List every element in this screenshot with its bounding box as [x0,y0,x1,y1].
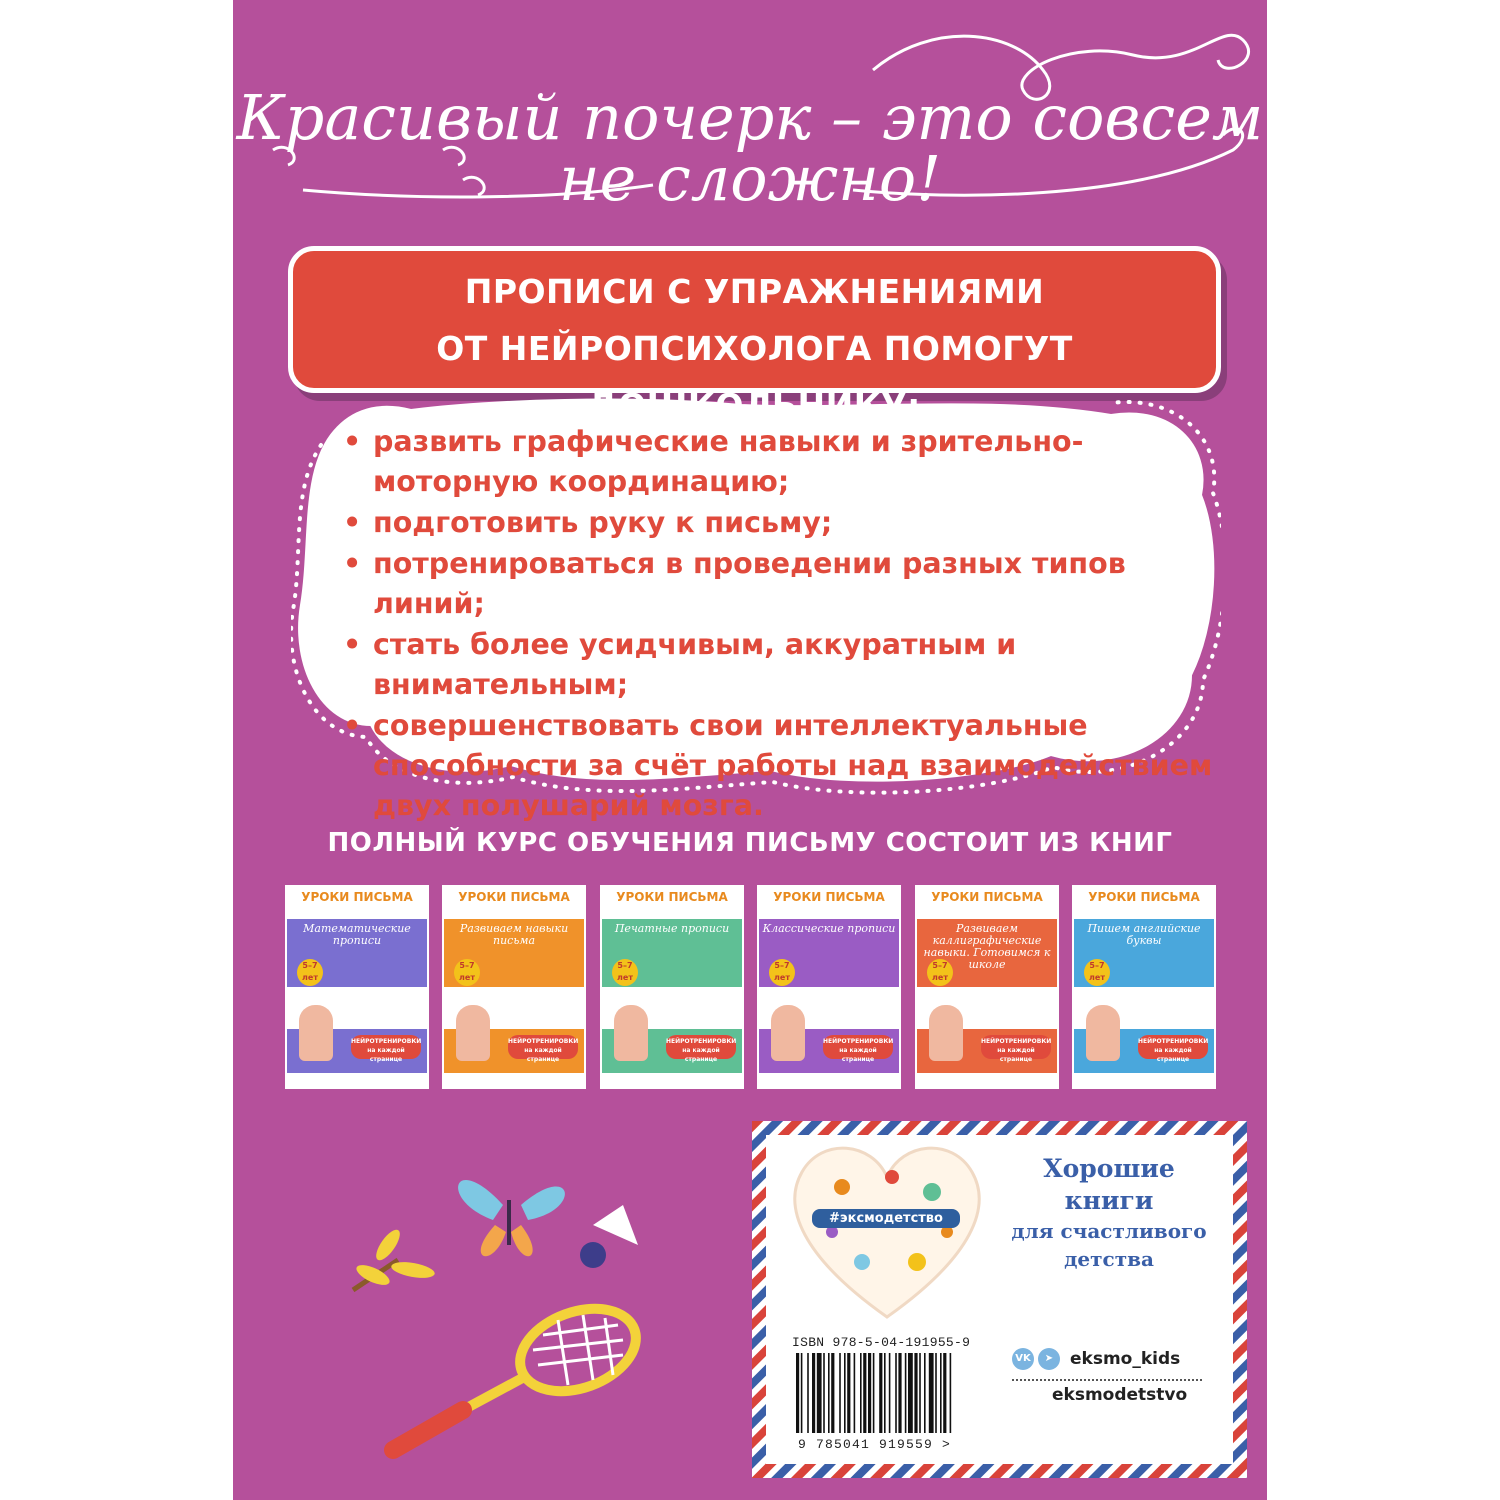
book-cover [757,885,901,1089]
list-item: • потренироваться в проведении разных типов линий; [343,547,1126,620]
divider [1012,1379,1202,1381]
neuro-badge: НЕЙРОТРЕНИРОВКИ на каждой странице [823,1035,893,1059]
book-title: Математические прописи [303,922,411,947]
banner-line1: ПРОПИСИ С УПРАЖНЕНИЯМИ [464,272,1045,311]
barcode-bar [905,1353,907,1433]
book-footer [287,1073,427,1087]
book-title: Классические прописи [762,922,896,935]
barcode-bar [924,1353,926,1433]
book-back-cover [233,0,1267,1500]
publisher-tagline: Хорошие книги для счастливого детства [1011,1154,1207,1271]
child-illustration [771,1005,805,1061]
child-illustration [1086,1005,1120,1061]
book-footer [917,1073,1057,1087]
barcode-number: 9 785041 919559 > [798,1437,952,1452]
barcode-bar [823,1353,825,1433]
age-badge: 5–7 лет [612,959,638,986]
book-cover [600,885,744,1089]
barcode-bar [796,1353,799,1433]
course-heading: ПОЛНЫЙ КУРС ОБУЧЕНИЯ ПИСЬМУ СОСТОИТ ИЗ КНИГ [327,828,1173,858]
list-item: • подготовить руку к письму; [343,506,833,539]
book-title: Печатные прописи [614,922,730,935]
banner-line2: ОТ НЕЙРОПСИХОЛОГА ПОМОГУТ [436,329,1073,368]
vk-icon[interactable]: VK [1012,1348,1034,1370]
barcode-bar [898,1353,901,1433]
book-title: Развиваем каллиграфические навыки. Готовимся к школе [923,922,1051,971]
book-cover [1072,885,1216,1089]
age-badge: 5–7 лет [769,959,795,986]
cover-title-line1: Красивый почерк – это совсем [236,81,1264,154]
benefits-list [343,422,1213,827]
telegram-icon[interactable]: ➤ [1038,1348,1060,1370]
book-series-label: УРОКИ ПИСЬМА [759,887,899,919]
child-illustration [614,1005,648,1061]
barcode-bar [919,1353,921,1433]
neuro-badge: НЕЙРОТРЕНИРОВКИ на каждой странице [508,1035,578,1059]
barcode-bar [854,1353,856,1433]
book-cover [915,885,1059,1089]
barcode-bar [839,1353,841,1433]
book-series-label: УРОКИ ПИСЬМА [1074,887,1214,919]
barcode-bar [844,1353,846,1433]
book-footer [444,1073,584,1087]
book-cover [285,885,429,1089]
list-item: • развить графические навыки и зрительно-моторную координацию; [343,425,1084,498]
book-series-label: УРОКИ ПИСЬМА [917,887,1057,919]
book-title: Развиваем навыки письма [459,922,569,947]
barcode-bar [950,1353,952,1433]
barcode-bar [884,1353,886,1433]
book-series-label: УРОКИ ПИСЬМА [602,887,742,919]
list-item: • совершенствовать свои интеллектуальные способности за счёт работы над взаимодействием двух полушарий мозга. [343,709,1213,822]
publisher-envelope [752,1121,1247,1478]
barcode-bar [817,1353,822,1433]
age-badge: 5–7 лет [297,959,323,986]
barcode-bar [847,1353,850,1433]
barcode-bar [863,1353,866,1433]
book-footer [602,1073,742,1087]
isbn-text: ISBN 978-5-04-191955-9 [792,1335,971,1350]
barcode-bar [828,1353,830,1433]
barcode-bar [895,1353,897,1433]
neuro-badge: НЕЙРОТРЕНИРОВКИ на каждой странице [351,1035,421,1059]
child-illustration [456,1005,490,1061]
barcode-bar [914,1353,917,1433]
barcode-bar [801,1353,803,1433]
neuro-badge: НЕЙРОТРЕНИРОВКИ на каждой странице [981,1035,1051,1059]
barcode-bar [889,1353,891,1433]
barcode-bar [879,1353,882,1433]
list-item: • стать более усидчивым, аккуратным и внимательным; [343,628,1017,701]
barcode-bar [873,1353,875,1433]
age-badge: 5–7 лет [927,959,953,986]
barcode-bar [812,1353,815,1433]
book-footer [759,1073,899,1087]
social-links [1012,1343,1212,1405]
barcode-bar [940,1353,942,1433]
book-series-label: УРОКИ ПИСЬМА [287,887,427,919]
age-badge: 5–7 лет [454,959,480,986]
red-banner [288,246,1221,393]
heart-logo [782,1137,992,1327]
racket-icon [393,1294,647,1450]
child-illustration [299,1005,333,1061]
barcode-bar [868,1353,871,1433]
butterfly-icon [458,1180,565,1256]
barcode [790,1353,1000,1437]
barcode-bar [807,1353,809,1433]
barcode-bar [935,1353,937,1433]
book-series-label: УРОКИ ПИСЬМА [444,887,584,919]
hashtag-label: #эксмодетство [812,1209,960,1228]
shuttlecock-icon [580,1205,638,1268]
sports-illustrations [343,1150,763,1480]
barcode-bar [831,1353,834,1433]
book-title: Пишем английские буквы [1087,922,1201,947]
barcode-bar [908,1353,913,1433]
barcode-bar [943,1353,946,1433]
social-handle-eksmo-kids[interactable]: eksmo_kids [1070,1349,1181,1369]
book-footer [1074,1073,1214,1087]
child-illustration [929,1005,963,1061]
neuro-badge: НЕЙРОТРЕНИРОВКИ на каждой странице [1138,1035,1208,1059]
book-cover [442,885,586,1089]
barcode-bar [929,1353,934,1433]
age-badge: 5–7 лет [1084,959,1110,986]
neuro-badge: НЕЙРОТРЕНИРОВКИ на каждой странице [666,1035,736,1059]
barcode-bar [860,1353,862,1433]
cover-title-line2: не сложно! [558,142,942,215]
social-handle-eksmodetstvo[interactable]: eksmodetstvo [1052,1385,1188,1405]
dragonfly-icon [353,1226,436,1290]
